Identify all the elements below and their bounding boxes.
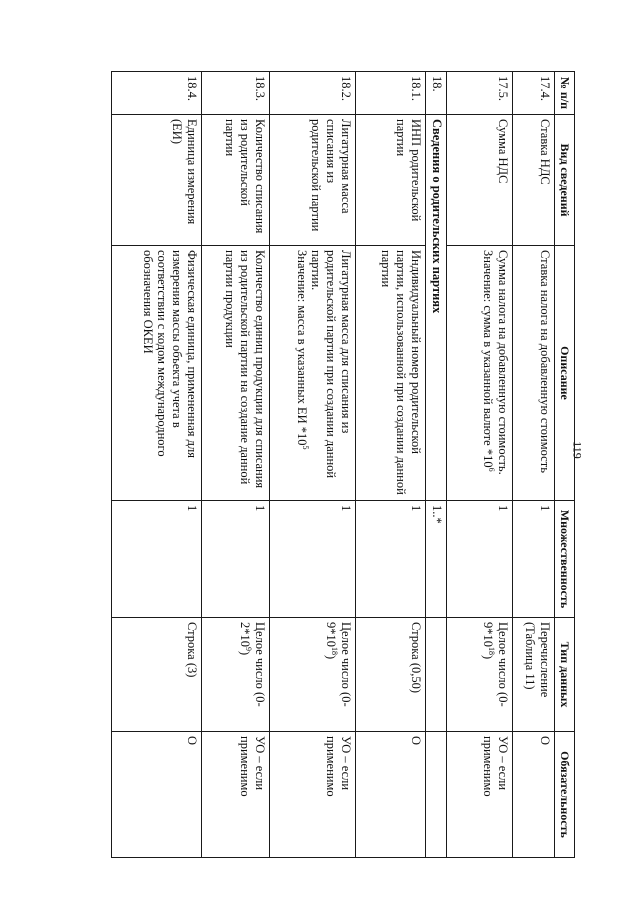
cell-num: 17.5. [447,72,513,115]
cell-req [426,732,447,858]
cell-kind: Ставка НДС [513,115,555,246]
section-row [426,72,447,858]
header-req: Обязательность [555,732,575,858]
cell-req: О [356,732,426,858]
cell-num: 18.4. [112,72,202,115]
cell-mult: 1 [513,501,555,618]
cell-kind: Количество списания из родительской партии [202,115,270,246]
cell-num: 17.4. [513,72,555,115]
cell-num: 18.2. [270,72,356,115]
cell-mult: 1 [202,501,270,618]
rotated-page-content [73,71,575,857]
header-mult: Множественность [555,501,575,618]
cell-mult: 1 [356,501,426,618]
cell-req: УО – если применимо [447,732,513,858]
cell-type: Строка (3) [112,618,202,732]
table-row [447,72,513,858]
cell-req: О [112,732,202,858]
cell-num: 18.3. [202,72,270,115]
table-row [356,72,426,858]
desc-line [481,250,496,496]
table-row [202,72,270,858]
cell-req: О [513,732,555,858]
cell-desc [270,246,356,501]
exponent: 9 [244,647,254,651]
page-number: 119 [570,441,585,459]
cell-kind: Сумма НДС [447,115,513,246]
type-text: Целое число (0-9*10 [481,622,510,707]
cell-kind: Единица измерения (ЕИ) [112,115,202,246]
exponent: 18 [487,647,497,655]
cell-type [270,618,356,732]
cell-req: УО – если применимо [202,732,270,858]
cell-mult: 1..* [426,501,447,618]
table-row [513,72,555,858]
table-row [112,72,202,858]
cell-mult: 1 [270,501,356,618]
type-text: Целое число (0-9*10 [324,622,353,707]
cell-num: 18. [426,72,447,115]
desc-line: Лигатурная масса для списания из родительской партии при создании данной партии. [309,250,353,479]
cell-desc: Физическая единица, примененная для измерения массы объекта учета в соответствии с кодом международного обозначения ОКЕИ [112,246,202,501]
cell-desc: Количество единиц продукции для списания из родительской партии на создание данной партии продукции [202,246,270,501]
cell-kind: ИНП родительской партии [356,115,426,246]
type-end: ) [481,655,496,660]
cell-type [426,618,447,732]
desc-line [294,250,309,496]
cell-type: Перечисление (Таблица 11) [513,618,555,732]
attributes-table [111,71,575,858]
type-text: Целое число (0-2*10 [238,622,267,707]
cell-desc: Индивидуальный номер родительской партии, использованной при создании данной партии [356,246,426,501]
exponent: 18 [330,647,340,655]
header-desc: Описание [555,246,575,501]
type-end: ) [238,651,253,656]
cell-mult: 1 [112,501,202,618]
desc-text: Значение: масса в указанных ЕИ *10 [294,250,309,446]
header-kind: Вид сведений [555,115,575,246]
exponent: 5 [300,445,310,450]
section-title: Сведения о родительских партиях [426,115,447,501]
cell-num: 18.1. [356,72,426,115]
cell-mult: 1 [447,501,513,618]
cell-type [447,618,513,732]
cell-type: Строка (0,50) [356,618,426,732]
type-end: ) [324,655,339,660]
desc-text: Значение: сумма в указанной валюте *10 [481,250,496,468]
cell-req: УО – если применимо [270,732,356,858]
cell-type [202,618,270,732]
table-row [270,72,356,858]
table-header-row [555,72,575,858]
desc-line: Сумма налога на добавленную стоимость. [496,250,510,475]
cell-kind: Лигатурная масса списания из родительской партии [270,115,356,246]
exponent: 6 [487,467,497,472]
header-num: № п/п [555,72,575,115]
header-type: Тип данных [555,618,575,732]
cell-desc [447,246,513,501]
cell-desc: Ставка налога на добавленную стоимость [513,246,555,501]
